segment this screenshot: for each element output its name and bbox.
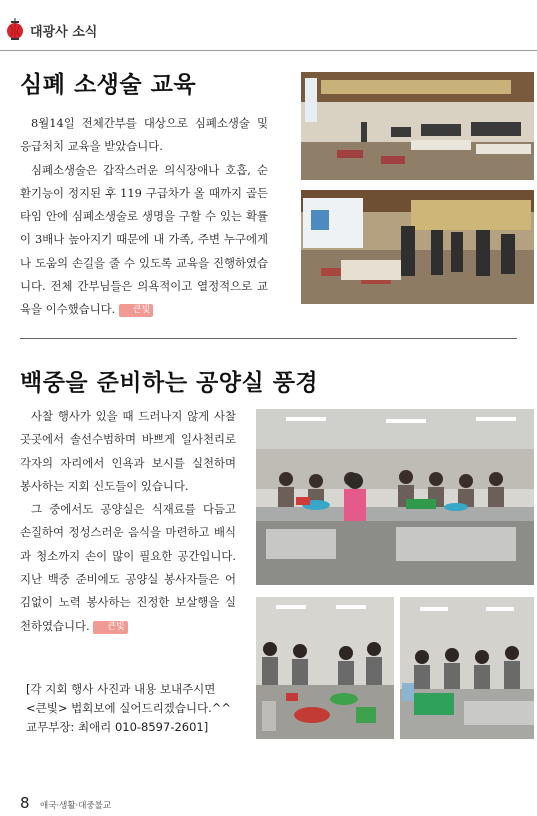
article1-paragraph-1: 8월14일 전체간부를 대상으로 심폐소생술 및 응급처치 교육을 받았습니다. [20,116,268,154]
article2-paragraph-1: 사찰 행사가 있을 때 드러나지 않게 사찰 곳곳에서 솔선수범하며 바쁘게 일사천리로 각자의 자리에서 인욕과 보시를 실천하며 봉사하는 지회 신도들이 있습니다. [20,409,236,493]
kitchen-volunteers-photo [256,409,534,585]
article1-paragraph-2: 심폐소생술은 갑작스러운 의식장애나 호흡, 순환기능이 정지된 후 119 구급차가 올 때까지 골든타임 안에 심폐소생술로 생명을 구할 수 있는 확률이 3배나 높아지기 때문에 내 가족, 주변 누구에게나 도움의 손길을 줄 수 있도록 교육을 진행하였습니다. 전체 간부님들은 의욕적이고 열정적으로 교육을 이수했습니다. 큰빛 [20,162,268,317]
cpr-lecture-photo [301,72,534,180]
footer-slogan: 애국·생활·대중불교 [40,801,112,811]
article2-title: 백중을 준비하는 공양실 풍경 [20,370,319,396]
header-divider [0,50,537,51]
article2-paragraph-2: 그 중에서도 공양실은 식재료를 다듬고 손질하여 정성스러운 음식을 마련하고 배식과 청소까지 손이 많이 필요한 공간입니다. 지난 백중 준비에도 공양실 봉사자들은 어김없이 노력 봉사하는 진정한 보살행을 실천하였습니다. 큰빛 [20,502,236,633]
kitchen-prep-photo-2 [400,597,534,739]
section-label: 대광사 소식 [30,25,98,40]
notice-line-1: [각 지회 행사 사진과 내용 보내주시면 [26,682,216,696]
keunbit-badge: 큰빛 [119,304,153,317]
cpr-practice-photo [301,190,534,304]
section-divider [20,338,517,339]
article2-body [20,405,236,638]
submission-notice [26,680,252,737]
page-number: 8 [20,794,30,812]
lantern-icon [6,18,24,42]
notice-line-2: <큰빛> 법회보에 실어드리겠습니다.^^ [26,701,232,715]
keunbit-badge: 큰빛 [93,621,127,634]
kitchen-prep-photo-1 [256,597,394,739]
page-header [0,18,537,44]
article1-title: 심폐 소생술 교육 [20,72,197,98]
article1-body [20,112,268,322]
page-footer [20,794,111,812]
notice-line-3: 교무부장: 최애리 010-8597-2601] [26,720,209,734]
